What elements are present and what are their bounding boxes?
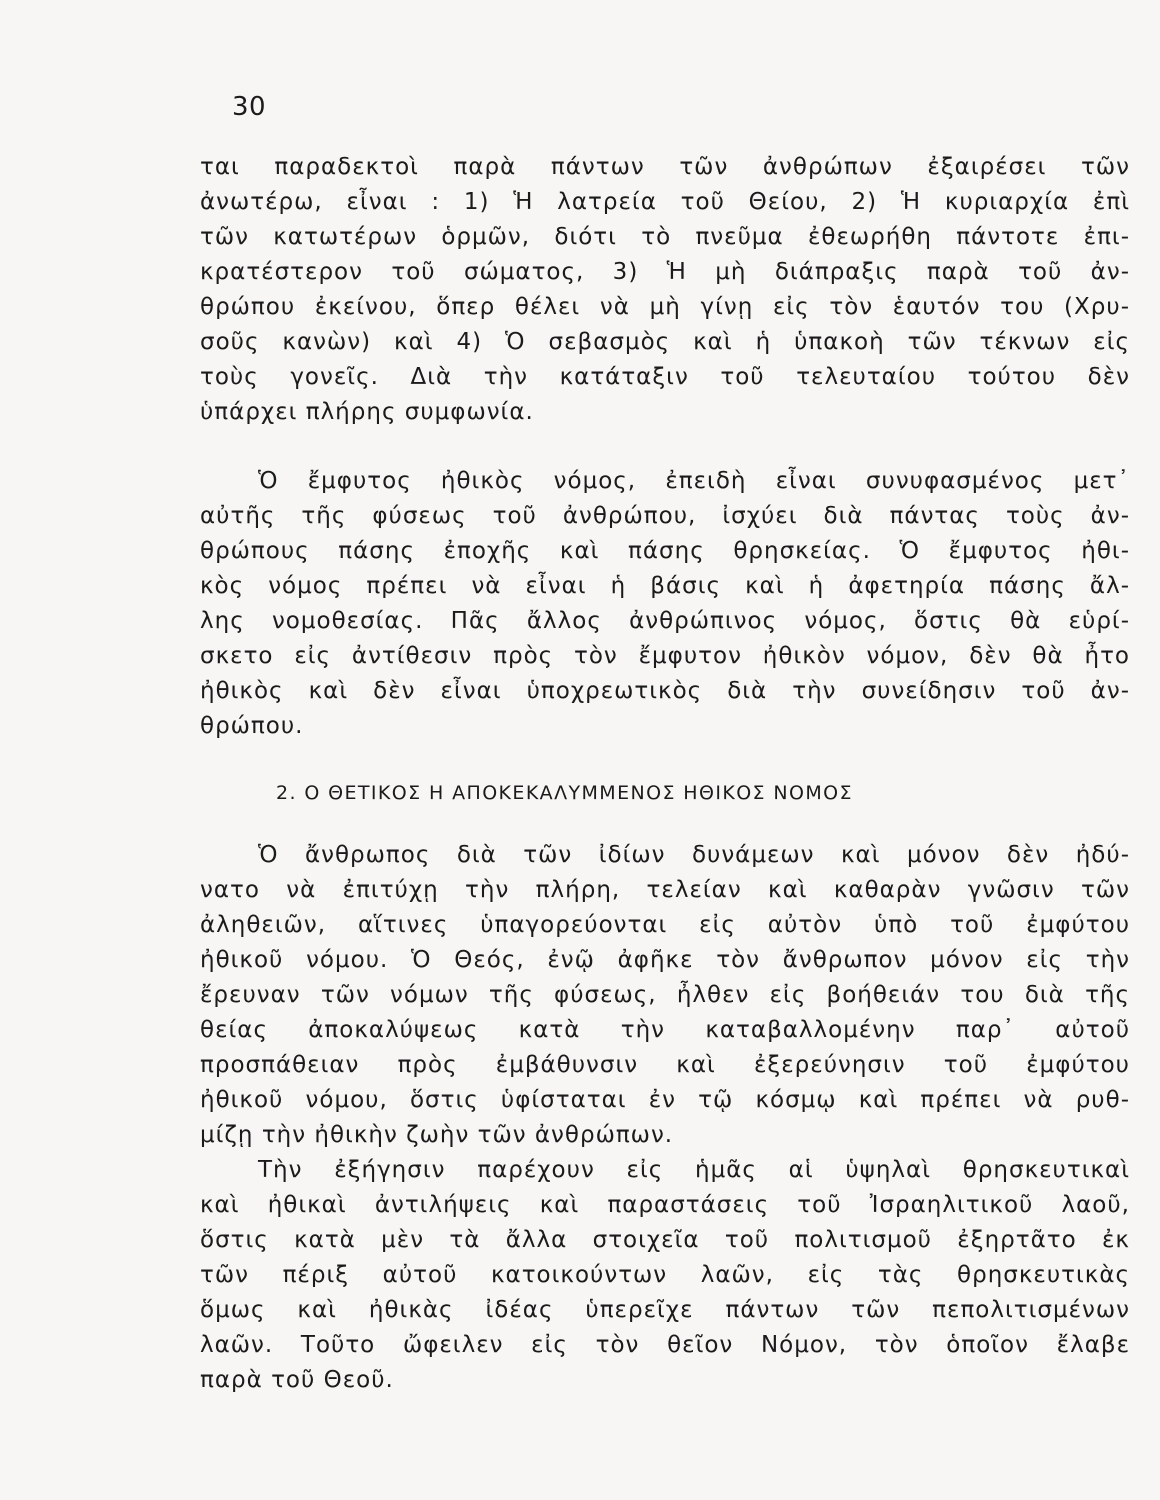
text-line: Ὁ ἔμφυτος ἠθικὸς νόμος, ἐπειδὴ εἶναι συνυφασμένος μετ᾽ [258,468,1130,494]
text-line: λης νομοθεσίας. Πᾶς ἄλλος ἀνθρώπινος νόμος, ὅστις θὰ εὑρί- [200,608,1130,634]
text-line: θρώπους πάσης ἐποχῆς καὶ πάσης θρησκείας. Ὁ ἔμφυτος ἠθι- [200,538,1130,564]
text-line: αὐτῆς τῆς φύσεως τοῦ ἀνθρώπου, ἰσχύει διὰ πάντας τοὺς ἀν- [200,503,1130,529]
text-line: κὸς νόμος πρέπει νὰ εἶναι ἡ βάσις καὶ ἡ ἀφετηρία πάσης ἄλ- [200,573,1130,599]
text-line: ἀληθειῶν, αἵτινες ὑπαγορεύονται εἰς αὐτὸν ὑπὸ τοῦ ἐμφύτου [200,912,1130,938]
text-line: θρώπου ἐκείνου, ὅπερ θέλει νὰ μὴ γίνῃ εἰς τὸν ἑαυτόν του (Χρυ- [200,294,1130,320]
text-line: ἀνωτέρω, εἶναι : 1) Ἡ λατρεία τοῦ Θείου, 2) Ἡ κυριαρχία ἐπὶ [200,189,1130,215]
text-line: σκετο εἰς ἀντίθεσιν πρὸς τὸν ἔμφυτον ἠθικὸν νόμον, δὲν θὰ ἦτο [200,643,1130,669]
text-line: θείας ἀποκαλύψεως κατὰ τὴν καταβαλλομένην παρ᾽ αὐτοῦ [200,1017,1130,1043]
page-number: 30 [232,92,267,122]
text-line: τῶν πέριξ αὐτοῦ κατοικούντων λαῶν, εἰς τὰς θρησκευτικὰς [200,1262,1130,1288]
text-line: σοῦς κανὼν) καὶ 4) Ὁ σεβασμὸς καὶ ἡ ὑπακοὴ τῶν τέκνων εἰς [200,329,1130,355]
text-line: προσπάθειαν πρὸς ἐμβάθυνσιν καὶ ἐξερεύνησιν τοῦ ἐμφύτου [200,1052,1130,1078]
text-line: νατο νὰ ἐπιτύχῃ τὴν πλήρη, τελείαν καὶ καθαρὰν γνῶσιν τῶν [200,877,1130,903]
text-line: ἠθικοῦ νόμου. Ὁ Θεός, ἐνῷ ἀφῆκε τὸν ἄνθρωπον μόνον εἰς τὴν [200,947,1130,973]
text-line: παρὰ τοῦ Θεοῦ. [200,1367,394,1393]
text-line: κρατέστερον τοῦ σώματος, 3) Ἡ μὴ διάπραξις παρὰ τοῦ ἀν- [200,259,1130,285]
text-line: ἔρευναν τῶν νόμων τῆς φύσεως, ἦλθεν εἰς βοήθειάν του διὰ τῆς [200,982,1130,1008]
text-line: ὅστις κατὰ μὲν τὰ ἄλλα στοιχεῖα τοῦ πολιτισμοῦ ἐξηρτᾶτο ἐκ [200,1227,1130,1253]
text-line: μίζῃ τὴν ἠθικὴν ζωὴν τῶν ἀνθρώπων. [200,1122,674,1148]
paragraph-2 [200,464,1130,744]
text-line: τοὺς γονεῖς. Διὰ τὴν κατάταξιν τοῦ τελευταίου τούτου δὲν [200,364,1130,390]
text-line: λαῶν. Τοῦτο ὤφειλεν εἰς τὸν θεῖον Νόμον, τὸν ὁποῖον ἔλαβε [200,1332,1130,1358]
text-line: θρώπου. [200,713,304,739]
text-line: ἠθικὸς καὶ δὲν εἶναι ὑποχρεωτικὸς διὰ τὴν συνείδησιν τοῦ ἀν- [200,678,1130,704]
text-line: Ὁ ἄνθρωπος διὰ τῶν ἰδίων δυνάμεων καὶ μόνον δὲν ἠδύ- [258,842,1130,868]
paragraph-3 [200,838,1130,1153]
text-line: ται παραδεκτοὶ παρὰ πάντων τῶν ἀνθρώπων ἐξαιρέσει τῶν [200,154,1130,180]
text-line: ἠθικοῦ νόμου, ὅστις ὑφίσταται ἐν τῷ κόσμῳ καὶ πρέπει νὰ ρυθ- [200,1087,1130,1113]
text-line: τῶν κατωτέρων ὁρμῶν, διότι τὸ πνεῦμα ἐθεωρήθη πάντοτε ἐπι- [200,224,1130,250]
text-line: καὶ ἠθικαὶ ἀντιλήψεις καὶ παραστάσεις τοῦ Ἰσραηλιτικοῦ λαοῦ, [200,1192,1130,1218]
text-line: ὅμως καὶ ἠθικὰς ἰδέας ὑπερεῖχε πάντων τῶν πεπολιτισμένων [200,1297,1130,1323]
paragraph-4 [200,1153,1130,1398]
text-line: ὑπάρχει πλήρης συμφωνία. [200,399,534,425]
section-heading: 2. Ο ΘΕΤΙΚΟΣ Η ΑΠΟΚΕΚΑΛΥΜΜΕΝΟΣ ΗΘΙΚΟΣ ΝΟΜΟΣ [276,782,853,804]
paragraph-1 [200,150,1130,430]
text-line: Τὴν ἐξήγησιν παρέχουν εἰς ἡμᾶς αἱ ὑψηλαὶ θρησκευτικαὶ [258,1157,1130,1183]
